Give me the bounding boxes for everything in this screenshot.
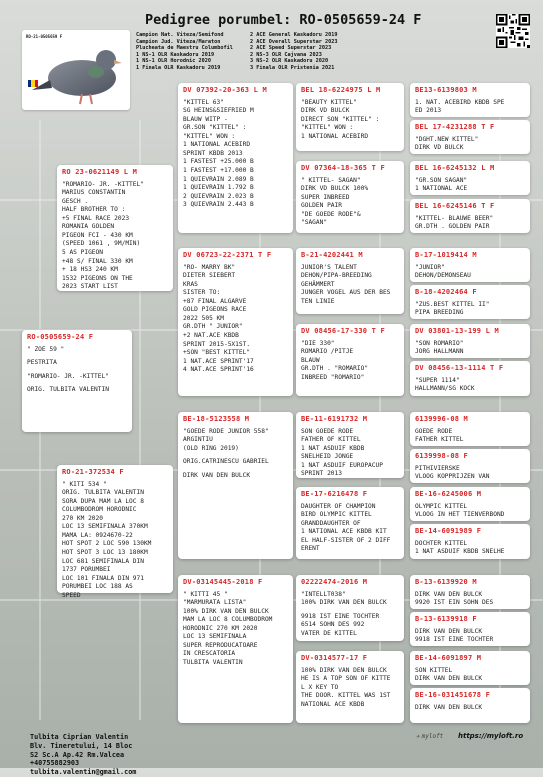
card-line: DIRK VD BULCK bbox=[301, 107, 350, 115]
card-line: HALF BROTHER TO : bbox=[62, 206, 126, 214]
card-line: INBREED "ROMARIO" bbox=[301, 373, 365, 381]
card-line: "DE GOEDE RODE"& bbox=[301, 210, 361, 218]
card-line: "RO- MARRY BK" bbox=[183, 263, 236, 271]
card-line: DIRK VD BULCK bbox=[415, 144, 464, 152]
card-line: (SPEED 1061 , 9M/MIN) bbox=[62, 240, 141, 248]
card-line: 1 NATIONAL ACE KBDB KIT bbox=[301, 528, 387, 536]
ring-number: B-18-4202464 F bbox=[415, 288, 477, 296]
card-line: 5 AS PIGEON bbox=[62, 249, 103, 257]
card-line: JUNGER VOGEL AUS DER BES bbox=[301, 289, 391, 297]
pigeon-icon bbox=[22, 30, 130, 110]
card-line: 1 QUIEVRAIN 2.089 B bbox=[183, 175, 254, 183]
card-line: HOT SPOT 3 LOC 13 180KM bbox=[62, 549, 148, 557]
card-line: OLYMPIC KITTEL bbox=[415, 502, 468, 510]
card-line: 1 NAT.ACE SPRINT'17 bbox=[183, 357, 254, 365]
ring-number: BE-17-6216478 F bbox=[301, 490, 368, 498]
card-line: PESTRITA bbox=[27, 359, 57, 367]
card-line: HE IS A TOP SON OF KITTE bbox=[301, 675, 391, 683]
card-line: 9920 IST EIN SOHN DES bbox=[415, 599, 494, 607]
card-line: 100% DIRK VAN DEN BULCK bbox=[301, 599, 387, 607]
card-ddd[interactable] bbox=[296, 651, 404, 723]
card-line: 1 FASTEST +25.000 B bbox=[183, 158, 254, 166]
card-line: VATER DE KITTEL bbox=[301, 629, 357, 637]
page-title: Pedigree porumbel: RO-0505659-24 F bbox=[145, 12, 422, 28]
ring-number: RO 23-0621149 L M bbox=[62, 168, 138, 176]
card-line: MARIUS CONSTANTIN bbox=[62, 189, 126, 197]
card-line: DOCHTER KITTEL bbox=[415, 539, 468, 547]
card-line: 1. NAT. ACEBIRD KBDB SPE bbox=[415, 98, 505, 106]
card-line: BLAUW WITP - bbox=[183, 115, 228, 123]
card-line: GEHÄMMERT bbox=[301, 280, 335, 288]
card-line: "DGHT.NEW KITTEL" bbox=[415, 135, 479, 143]
card-line: 270 KM 2020 bbox=[62, 514, 103, 522]
card-line: GR.DTH " JUNIOR" bbox=[183, 323, 243, 331]
card-line: 1 NAT ASDUIF EUROPACUP bbox=[301, 461, 383, 469]
achievement-line: Campion Jud. Viteza/Maraton bbox=[136, 38, 221, 45]
card-line: ARGINTIU bbox=[183, 436, 213, 444]
card-dam[interactable] bbox=[57, 465, 173, 599]
card-line: LOC 13 SEMIFINALA 370KM bbox=[62, 523, 148, 531]
card-line: + 18 HS3 240 KM bbox=[62, 266, 118, 274]
ring-number: BEL 17-4231288 T F bbox=[415, 123, 495, 131]
card-line: "GOEDE RODE JUNIOR 558" bbox=[183, 427, 269, 435]
card-dss[interactable] bbox=[296, 412, 404, 478]
ring-number: BE-11-6191732 M bbox=[301, 415, 368, 423]
card-line: "KITTEL" WON : bbox=[183, 132, 236, 140]
card-line: PIPA BREEDING bbox=[415, 309, 464, 317]
brand-name: myloft bbox=[421, 733, 444, 740]
card-line: DAUGHTER OF CHAMPION bbox=[301, 502, 376, 510]
card-line: " ZOE 59 " bbox=[27, 345, 65, 353]
card-line: DIRK VAN DEN BULCK bbox=[415, 703, 483, 711]
card-line: MAM LA LOC 8 COLUMBODROM bbox=[183, 616, 273, 624]
card-ggp-4[interactable] bbox=[410, 199, 530, 233]
card-line: ORIG. TULBITA VALENTIN bbox=[62, 489, 144, 497]
card-sire-sire[interactable] bbox=[178, 83, 293, 233]
card-line: HORODNIC 270 KM 2020 bbox=[183, 624, 258, 632]
card-line: "KITTEL- BLAUWE BEER" bbox=[415, 214, 494, 222]
card-line: GRANDDAUGHTER OF bbox=[301, 519, 361, 527]
card-line: 1 NATIONAL ACE bbox=[415, 185, 468, 193]
card-line: 1 FASTEST +17.000 B bbox=[183, 167, 254, 175]
card-line: 2 QUIEVRAIN 2.023 B bbox=[183, 192, 254, 200]
card-line: SNELHEID JONGE bbox=[301, 453, 354, 461]
achievement-line: 2 NS-3 OLR Cajvana 2023 bbox=[250, 51, 322, 58]
phone: +40755882903 bbox=[30, 759, 80, 768]
card-line: "KITTEL" WON : bbox=[301, 124, 354, 132]
card-line: (OLD RING 2019) bbox=[183, 444, 239, 452]
qr-code-icon bbox=[496, 14, 530, 48]
card-line: PITHIVIERSKE bbox=[415, 464, 460, 472]
card-line: "JUNIOR" bbox=[415, 263, 445, 271]
card-line: L X KEY TO bbox=[301, 683, 339, 691]
ring-number: DV 07392-20-363 L M bbox=[183, 86, 267, 94]
card-ggp-11[interactable] bbox=[410, 487, 530, 521]
card-line: SON KITTEL bbox=[415, 666, 453, 674]
card-line: 100% DIRK VAN DEN BULCK bbox=[301, 666, 387, 674]
ring-number: B-13-6139918 F bbox=[415, 615, 477, 623]
card-line: "ROMARIO- JR. -KITTEL" bbox=[27, 372, 109, 380]
card-sire[interactable] bbox=[57, 165, 173, 291]
card-line: 1 NATIONAL ACEBIRD bbox=[183, 141, 251, 149]
card-line: IN CRESCATORIA bbox=[183, 650, 236, 658]
card-line: "GR.SON SAGAN" bbox=[415, 176, 468, 184]
achievement-line: Plucheata de Maestru Columbofil bbox=[136, 45, 233, 52]
card-line: 1 NATIONAL ACEBIRD bbox=[301, 132, 369, 140]
card-line: 6514 SOHN DES 992 bbox=[301, 621, 365, 629]
card-line: GOLD PIGEONS RACE bbox=[183, 306, 247, 314]
card-ggp-3[interactable] bbox=[410, 161, 530, 195]
card-line: +SON "BEST KITTEL" bbox=[183, 349, 251, 357]
email: tulbita.valentin@gmail.com bbox=[30, 768, 137, 777]
ring-number: DV 08456-13-1114 T F bbox=[415, 364, 504, 372]
card-line: DIRK VD BULCK 100% bbox=[301, 185, 369, 193]
ring-number: B-21-4202441 M bbox=[301, 251, 363, 259]
card-line: DIRK VAN DEN BULCK bbox=[415, 627, 483, 635]
card-line: SPEED bbox=[62, 591, 81, 599]
card-sds[interactable] bbox=[296, 248, 404, 314]
card-line: SON GOEDE RODE bbox=[301, 427, 354, 435]
card-line: SUPER REPRODUCATOARE bbox=[183, 641, 258, 649]
card-line: JORG HALLMANN bbox=[415, 348, 464, 356]
card-ggp-10[interactable] bbox=[410, 449, 530, 483]
card-line: "SAGAN" bbox=[301, 219, 328, 227]
card-ggp-14[interactable] bbox=[410, 612, 530, 646]
card-ggp-13[interactable] bbox=[410, 575, 530, 609]
achievement-line: 3 NS-2 OLR Kaskadoru 2020 bbox=[250, 58, 329, 65]
ring-number: DV 06723-22-2371 T F bbox=[183, 251, 272, 259]
ring-number: BEL 16-6245146 T F bbox=[415, 202, 495, 210]
ring-number: BEL 18-6224975 L M bbox=[301, 86, 381, 94]
card-line: 4 NAT.ACE SPRINT'16 bbox=[183, 366, 254, 374]
card-line: HALLMANN/SG KOCK bbox=[415, 385, 475, 393]
ring-number: BE-14-6091989 F bbox=[415, 527, 482, 535]
card-line: GOLDEN PAIR bbox=[301, 202, 342, 210]
card-line: BIRD OLYMPIC KITTEL bbox=[301, 511, 372, 519]
card-line: 1 QUIEVRAIN 1.792 B bbox=[183, 184, 254, 192]
card-line: GOEDE RODE bbox=[415, 427, 453, 435]
achievement-line: 1 NS-1 OLR Kaskadoru 2019 bbox=[136, 51, 215, 58]
achievement-line: 1 NS-1 OLR Horodnic 2020 bbox=[136, 58, 211, 65]
ring-number: BE-16-6245006 M bbox=[415, 490, 482, 498]
card-line: "ROMARIO- JR. -KITTEL" bbox=[62, 180, 144, 188]
card-line: PORUMBEI LOC 188 AS bbox=[62, 583, 133, 591]
card-line: DIRECT SON "KITTEL" : bbox=[301, 115, 380, 123]
card-line: MAMA LA: 0924670-22 bbox=[62, 531, 133, 539]
card-sss[interactable] bbox=[296, 83, 404, 151]
card-line: FATHER KITTEL bbox=[415, 436, 464, 444]
card-line: DIRK VAN DEN BULCK bbox=[183, 471, 251, 479]
card-ggp-8[interactable] bbox=[410, 361, 530, 396]
card-line: "DIE 330" bbox=[301, 339, 335, 347]
card-line: TEN LINIE bbox=[301, 297, 335, 305]
card-ggp-2[interactable] bbox=[410, 120, 530, 154]
card-line: DIRK VAN DEN BULCK bbox=[415, 675, 483, 683]
card-ggp-6[interactable] bbox=[410, 285, 530, 319]
card-line: DIETER SIEBERT bbox=[183, 272, 236, 280]
card-line: 2023 START LIST bbox=[62, 283, 118, 291]
achievements-left bbox=[136, 32, 233, 71]
ring-number: BE-16-031451678 F bbox=[415, 691, 491, 699]
ring-number: B-17-1019414 M bbox=[415, 251, 477, 259]
breeder-name: Tulbita Ciprian Valentin bbox=[30, 733, 129, 741]
card-ggp-12[interactable] bbox=[410, 524, 530, 559]
logo-flag bbox=[28, 80, 38, 87]
card-line: 1 NAT ASDUIF KBDB bbox=[301, 444, 365, 452]
card-ggp-9[interactable] bbox=[410, 412, 530, 446]
card-ggp-1[interactable] bbox=[410, 83, 530, 117]
card-line: 1 NAT ASDUIF KBDB SNELHE bbox=[415, 548, 505, 556]
card-line: PIGEON FCI - 430 KM bbox=[62, 231, 133, 239]
card-line: +5 FINAL RACE 2023 bbox=[62, 214, 130, 222]
card-line: DEHON/DEMONSEAU bbox=[415, 272, 471, 280]
card-line: "SON ROMARIO" bbox=[415, 339, 464, 347]
card-line: " KITTEL- SAGAN" bbox=[301, 176, 361, 184]
card-sdd[interactable] bbox=[296, 324, 404, 396]
card-ggp-7[interactable] bbox=[410, 324, 530, 358]
card-line: SPRINT 2013 bbox=[301, 470, 342, 478]
card-line: " KITTI 45 " bbox=[183, 590, 228, 598]
card-line: 9918 IST EINE TOCHTER bbox=[301, 612, 380, 620]
card-line: HOT SPOT 2 LOC 590 130KM bbox=[62, 540, 152, 548]
card-dds[interactable] bbox=[296, 575, 404, 641]
card-line: SUPER INBREED bbox=[301, 193, 350, 201]
card-sire-dam[interactable] bbox=[178, 248, 293, 396]
card-line: "BEAUTY KITTEL" bbox=[301, 98, 357, 106]
ring-number: RO-21-372534 F bbox=[62, 468, 124, 476]
card-line: GESCH . bbox=[62, 197, 89, 205]
address-line: Blv. Tineretului, 14 Bloc bbox=[30, 741, 133, 750]
address-line: S2 Sc.A Ap.42 Rm.Valcea bbox=[30, 750, 125, 759]
ring-number: BEL 16-6245132 L M bbox=[415, 164, 495, 172]
card-line: SPRINT 2015-5X1ST. bbox=[183, 340, 251, 348]
card-line: ERENT bbox=[301, 545, 320, 553]
card-line: SORA DUPA MAM LA LOC 8 bbox=[62, 497, 144, 505]
ring-number: 6139996-08 M bbox=[415, 415, 468, 423]
card-line: VLOOG KOPPRIJZEN VAN bbox=[415, 473, 490, 481]
card-line: 1737 PORUMBEI bbox=[62, 566, 111, 574]
achievement-line: 3 Finala OLR Pristenia 2021 bbox=[250, 64, 335, 71]
card-line: BLAUW bbox=[301, 356, 320, 364]
card-line: ROMARIO /PITJE bbox=[301, 348, 354, 356]
ring-number: BE13-6139803 M bbox=[415, 86, 477, 94]
card-line: ROMANIA GOLDEN bbox=[62, 223, 115, 231]
achievement-line: 2 ACE General Kaskadoru 2019 bbox=[250, 32, 338, 38]
card-dsd[interactable] bbox=[296, 487, 404, 559]
breeder-address bbox=[30, 733, 136, 777]
card-line: TULBITA VALENTIN bbox=[183, 659, 243, 667]
brand-logo bbox=[416, 733, 443, 740]
achievements-right bbox=[250, 32, 337, 71]
card-line: " KITI 534 " bbox=[62, 480, 107, 488]
achievement-line: 2 ACE Speed Superstar 2023 bbox=[250, 45, 332, 52]
card-line: ED 2013 bbox=[415, 107, 442, 115]
ring-number: B-13-6139920 M bbox=[415, 578, 477, 586]
card-line: "ZUS.BEST KITTEL II" bbox=[415, 300, 490, 308]
card-line: "SUPER 1114" bbox=[415, 376, 460, 384]
card-ggp-16[interactable] bbox=[410, 688, 530, 723]
website-link[interactable]: https://myloft.ro bbox=[458, 732, 524, 740]
achievement-line: 2 ACE Overall Superstar 2023 bbox=[250, 38, 338, 45]
achievement-line: 1 Finala OLR Kaskadoru 2019 bbox=[136, 64, 221, 71]
card-line: 1532 PIGEONS ON THE bbox=[62, 274, 133, 282]
card-line: 9918 IST EINE TOCHTER bbox=[415, 636, 494, 644]
ring-number: DV 08456-17-330 T F bbox=[301, 327, 385, 335]
card-line: EL HALF-SISTER OF 2 DIFF bbox=[301, 536, 391, 544]
card-line: DIRK VAN DEN BULCK bbox=[415, 590, 483, 598]
card-line: SG HEINS&SIEFRIED M bbox=[183, 107, 254, 115]
card-subject[interactable] bbox=[22, 330, 132, 432]
ring-number: 6139998-08 F bbox=[415, 452, 468, 460]
card-line: "KITTEL 63" bbox=[183, 98, 224, 106]
card-line: "MARMURATA LISTA" bbox=[183, 599, 247, 607]
card-line: +2 NAT.ACE KBDB bbox=[183, 332, 239, 340]
card-line: KRAS bbox=[183, 280, 198, 288]
card-line: DEHON/PIPA-BREEDING bbox=[301, 272, 372, 280]
card-dam-sire[interactable] bbox=[178, 412, 293, 559]
card-line: 100% DIRK VAN DEN BULCK bbox=[183, 607, 269, 615]
card-dam-dam[interactable] bbox=[178, 575, 293, 723]
pigeon-photo bbox=[22, 30, 130, 110]
card-line: LOC 13 SEMIFINALA bbox=[183, 633, 247, 641]
ring-number: DV-0314577-17 F bbox=[301, 654, 368, 662]
card-line: +48 S/ FINAL 330 KM bbox=[62, 257, 133, 265]
card-line: SPRINT KBDB 2013 bbox=[183, 149, 243, 157]
card-line: THE DOOR. KITTEL WAS 1ST bbox=[301, 692, 391, 700]
card-line: SISTER TO: bbox=[183, 289, 221, 297]
card-line: ORIG. TULBITA VALENTIN bbox=[27, 386, 109, 394]
ring-number: BE-18-5123558 M bbox=[183, 415, 250, 423]
logo-ring-label: RO-21-0505659 F bbox=[26, 34, 63, 39]
card-line: 2022 505 KM bbox=[183, 314, 224, 322]
card-line: LOC 681 SEMIFINALA DIN bbox=[62, 557, 144, 565]
card-ggp-5[interactable] bbox=[410, 248, 530, 282]
card-line: VLOOG IN HET TIENVERBOND bbox=[415, 511, 505, 519]
card-line: JUNIOR'S TALENT bbox=[301, 263, 357, 271]
card-line: LOC 101 FINALA DIN 971 bbox=[62, 574, 144, 582]
card-line: 3 QUIEVRAIN 2.443 B bbox=[183, 201, 254, 209]
card-line: GR.SON "KITTEL" : bbox=[183, 124, 247, 132]
card-line: ORIG.CATRINESCU GABRIEL bbox=[183, 458, 269, 466]
card-line: GR.DTH . "ROMARIO" bbox=[301, 365, 369, 373]
achievement-line: Campion Nat. Viteza/Semifond bbox=[136, 32, 224, 38]
card-line: GR.DTH . GOLDEN PAIR bbox=[415, 223, 490, 231]
card-line: NATIONAL ACE KBDB bbox=[301, 700, 365, 708]
card-line: "INTELLT038" bbox=[301, 590, 346, 598]
ring-number: RO-0505659-24 F bbox=[27, 333, 94, 341]
ring-number: DV-03145445-2018 F bbox=[183, 578, 263, 586]
card-line: FATHER OF KITTEL bbox=[301, 436, 361, 444]
ring-number: 02222474-2016 M bbox=[301, 578, 368, 586]
card-line: +87 FINAL ALGARVE bbox=[183, 297, 247, 305]
ring-number: BE-14-6091897 M bbox=[415, 654, 482, 662]
bird-icon: ✈ bbox=[416, 733, 420, 740]
card-ssd[interactable] bbox=[296, 161, 404, 233]
ring-number: DV 07364-18-365 T F bbox=[301, 164, 385, 172]
ring-number: DV 03801-13-199 L M bbox=[415, 327, 499, 335]
card-ggp-15[interactable] bbox=[410, 651, 530, 685]
card-line: COLUMBODROM HORODNIC bbox=[62, 506, 137, 514]
